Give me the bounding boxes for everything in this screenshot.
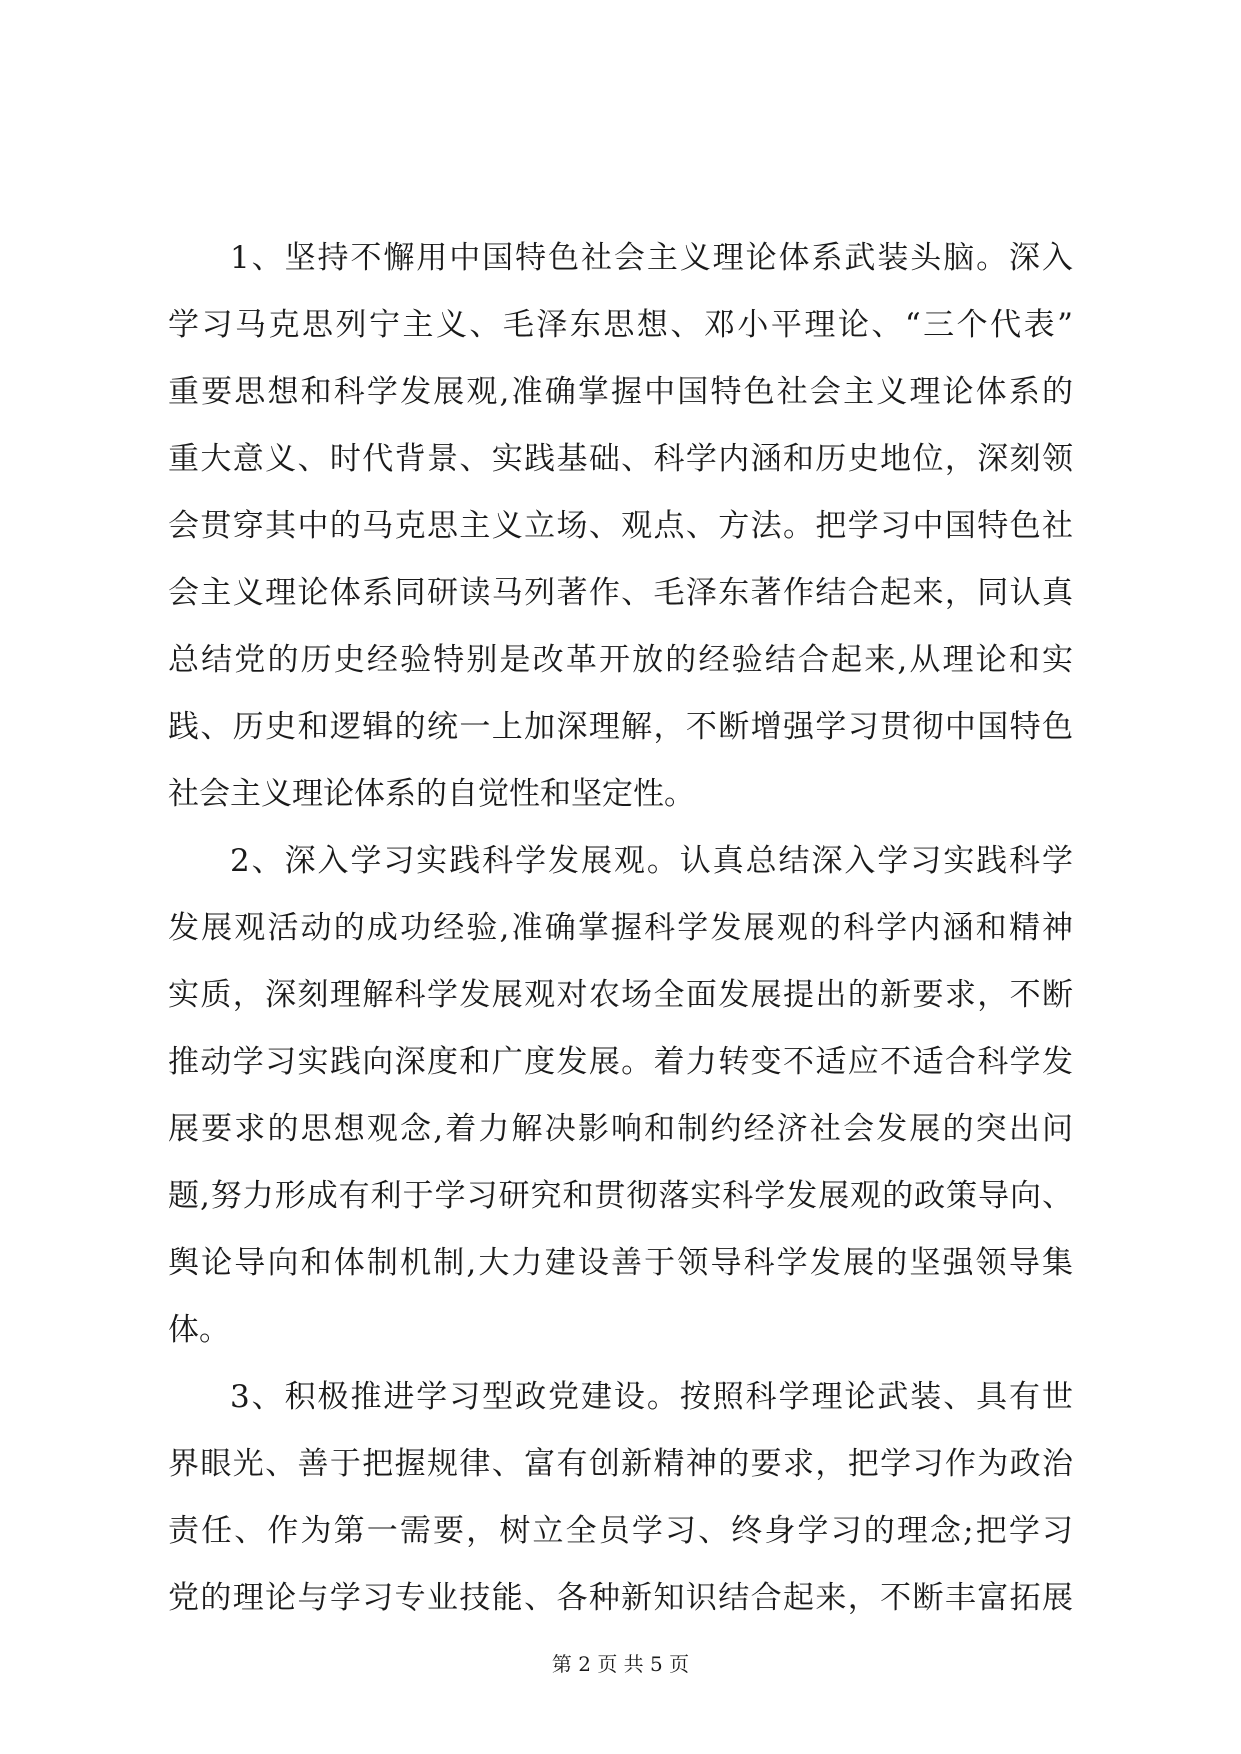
- paragraph-1-line-5: 会贯穿其中的马克思主义立场、观点、方法。把学习中国特色社: [168, 508, 1073, 544]
- paragraph-1-line-4: 重大意义、时代背景、实践基础、科学内涵和历史地位，深刻领: [168, 441, 1073, 477]
- body-text: [168, 225, 1073, 1632]
- paragraph-3-line-2: 界眼光、善于把握规律、富有创新精神的要求，把学习作为政治: [168, 1446, 1073, 1482]
- paragraph-2-line-1: 2、深入学习实践科学发展观。认真总结深入学习实践科学: [230, 843, 1073, 879]
- paragraph-1-line-6: 会主义理论体系同研读马列著作、毛泽东著作结合起来，同认真: [168, 575, 1073, 611]
- paragraph-2-line-2: 发展观活动的成功经验,准确掌握科学发展观的科学内涵和精神: [168, 910, 1073, 946]
- paragraph-1-line-3: 重要思想和科学发展观,准确掌握中国特色社会主义理论体系的: [168, 374, 1073, 410]
- paragraph-3-line-1: 3、积极推进学习型政党建设。按照科学理论武装、具有世: [230, 1379, 1073, 1415]
- paragraph-1-line-8: 践、历史和逻辑的统一上加深理解，不断增强学习贯彻中国特色: [168, 709, 1073, 745]
- paragraph-1-line-9: 社会主义理论体系的自觉性和坚定性。: [168, 776, 695, 812]
- paragraph-2-line-5: 展要求的思想观念,着力解决影响和制约经济社会发展的突出问: [168, 1111, 1073, 1147]
- paragraph-2-line-8: 体。: [168, 1312, 230, 1348]
- paragraph-1-line-2: 学习马克思列宁主义、毛泽东思想、邓小平理论、“三个代表”: [168, 307, 1073, 343]
- paragraph-2-line-4: 推动学习实践向深度和广度发展。着力转变不适应不适合科学发: [168, 1044, 1073, 1080]
- paragraph-3-line-3: 责任、作为第一需要，树立全员学习、终身学习的理念;把学习: [168, 1513, 1073, 1549]
- page-number-footer: 第 2 页 共 5 页: [551, 1652, 690, 1676]
- paragraph-3-line-4: 党的理论与学习专业技能、各种新知识结合起来，不断丰富拓展: [168, 1580, 1073, 1616]
- paragraph-1-line-1: 1、坚持不懈用中国特色社会主义理论体系武装头脑。深入: [230, 240, 1073, 276]
- paragraph-2-line-6: 题,努力形成有利于学习研究和贯彻落实科学发展观的政策导向、: [168, 1178, 1073, 1214]
- paragraph-2-line-7: 舆论导向和体制机制,大力建设善于领导科学发展的坚强领导集: [168, 1245, 1073, 1281]
- paragraph-1-line-7: 总结党的历史经验特别是改革开放的经验结合起来,从理论和实: [168, 642, 1073, 678]
- paragraph-2-line-3: 实质，深刻理解科学发展观对农场全面发展提出的新要求，不断: [168, 977, 1073, 1013]
